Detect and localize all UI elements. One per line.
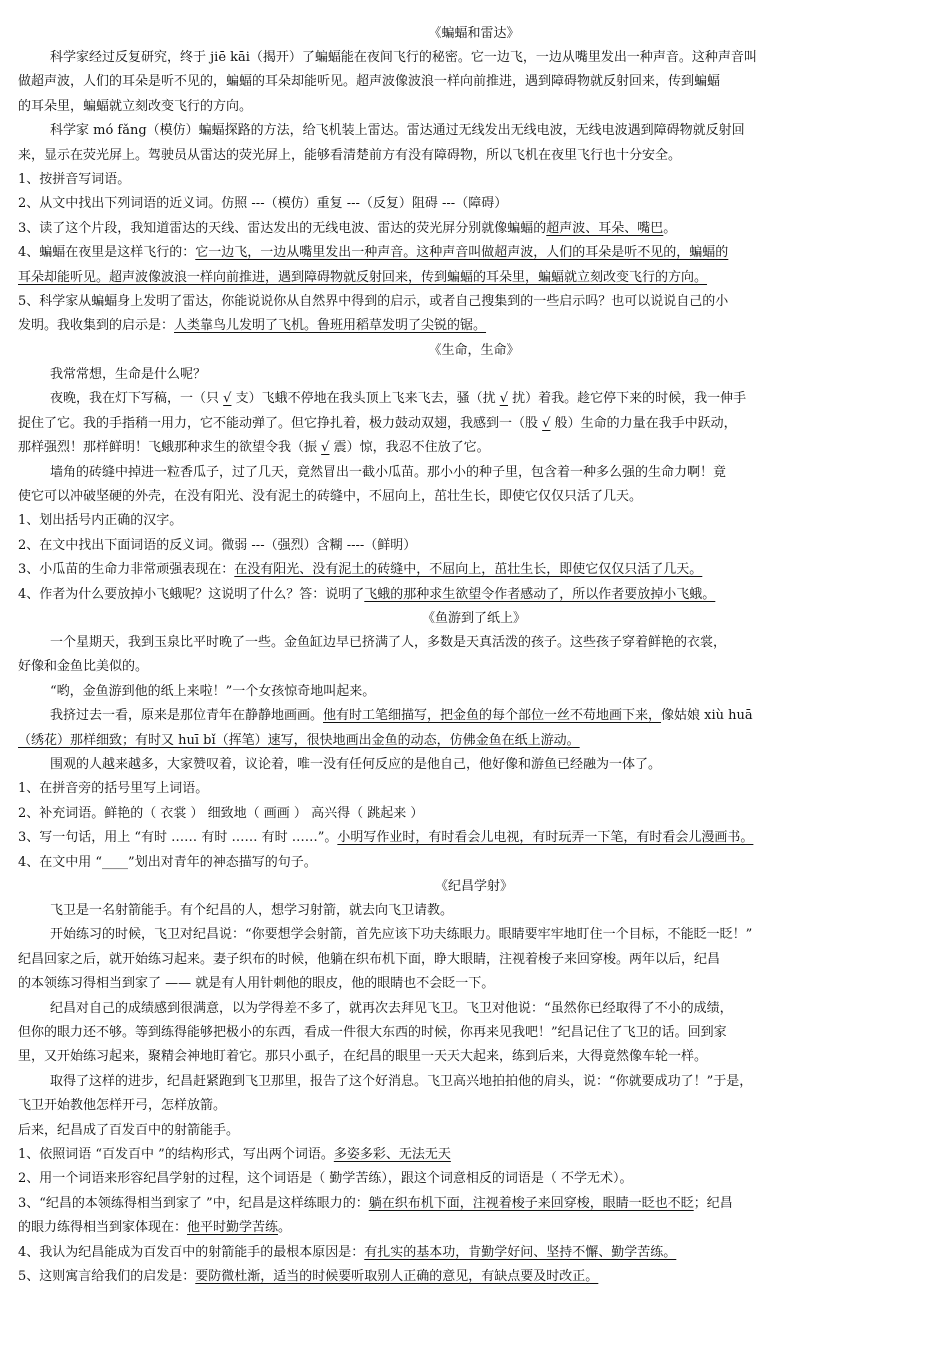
- line-text: 4、作者为什么要放掉小飞蛾呢？这说明了什么？答：说明了: [18, 586, 365, 602]
- text-line: [18, 119, 930, 143]
- text-line: [18, 948, 930, 972]
- line-text: 使它可以冲破坚硬的外壳，在没有阳光、没有泥土的砖缝中，不屈向上，茁壮生长，即使它仅仅只活了几天。: [18, 488, 643, 504]
- answer-text: 他有时工笔细描写，把金鱼的每个部位一丝不苟地画下来，: [323, 708, 662, 724]
- line-text: 我常常想，生命是什么呢？: [50, 366, 207, 382]
- text-line: [18, 1216, 930, 1240]
- text-line: [18, 997, 930, 1021]
- line-text: 做超声波，人们的耳朵是听不见的，蝙蝠的耳朵却能听见。超声波像波浪一样向前推进，遇到障碍物就反射回来，传到蝙蝠: [18, 74, 721, 90]
- text-line: [18, 485, 930, 509]
- text-line: [18, 972, 930, 996]
- text-line: [18, 412, 930, 436]
- line-text: 来，显示在荧光屏上。驾驶员从雷达的荧光屏上，能够看清楚前方有没有障碍物，所以飞机在夜里飞行也十分安全。: [18, 147, 682, 163]
- answer-text: 小明写作业时，有时看会儿电视，有时玩弄一下笔，有时看会儿漫画书。: [337, 830, 754, 846]
- answer-text: 人类靠鸟儿发明了飞机。鲁班用稻草发明了尖锐的锯。: [174, 318, 487, 334]
- line-text: 4、在文中用 “____”划出对青年的神态描写的句子。: [18, 854, 317, 870]
- line-text: 墙角的砖缝中掉进一粒香瓜子，过了几天，竟然冒出一截小瓜苗。那小小的种子里，包含着一种多么强的生命力啊！竟: [50, 464, 727, 480]
- line-text: ；纪昌: [693, 1195, 733, 1211]
- text-line: [18, 1241, 930, 1265]
- line-text: 好像和金鱼比美似的。: [18, 659, 149, 675]
- text-line: [18, 70, 930, 94]
- line-text: 后来，纪昌成了百发百中的射箭能手。: [18, 1122, 240, 1138]
- text-line: [18, 387, 930, 411]
- line-text: 1、按拼音写词语。: [18, 172, 131, 188]
- line-text: 3、读了这个片段，我知道雷达的天线、雷达发出的无线电波、雷达的荧光屏分别就像蝙蝠的: [18, 220, 547, 236]
- answer-text: 他平时勤学苦练: [187, 1220, 279, 1236]
- answer-text: 超声波、耳朵、嘴巴: [546, 220, 664, 236]
- line-text: 震）惊，我忍不住放了它。: [329, 440, 490, 456]
- line-text: 里，又开始练习起来，聚精会神地盯着它。那只小虱子，在纪昌的眼里一天天大起来，练到后来，大得竟然像车轮一样。: [18, 1049, 708, 1065]
- line-text: 般）生命的力量在我手中跃动，: [550, 415, 737, 431]
- text-line: [18, 168, 930, 192]
- text-line: [18, 899, 930, 923]
- answer-text: √: [499, 391, 508, 407]
- line-text: 的耳朵里，蝙蝠就立刻改变飞行的方向。: [18, 98, 253, 114]
- text-line: [18, 144, 930, 168]
- text-line: [18, 1119, 930, 1143]
- text-line: [18, 826, 930, 850]
- text-line: [18, 314, 930, 338]
- text-line: [18, 802, 930, 826]
- line-text: 科学家经过反复研究，终于 jiē kāi（揭开）了蝙蝠能在夜间飞行的秘密。它一边飞，一边从嘴里发出一种声音。这种声音叫: [50, 50, 757, 65]
- text-line: [18, 753, 930, 777]
- line-text: 但你的眼力还不够。等到练得能够把极小的东西，看成一件很大东西的时候，你再来见我吧！”纪昌记住了飞卫的话。回到家: [18, 1025, 727, 1041]
- line-text: 开始练习的时候，飞卫对纪昌说：“你要想学会射箭，首先应该下功夫练眼力。眼睛要牢牢地盯住一个目标，不能眨一眨！”: [50, 927, 753, 943]
- text-line: [18, 1070, 930, 1094]
- section-title: 《鱼游到了纸上》: [421, 610, 526, 626]
- line-text: 支）飞蛾不停地在我头顶上飞来飞去，骚（扰: [231, 391, 500, 407]
- line-text: 2、补充词语。鲜艳的（ 衣裳 ） 细致地（ 画画 ） 高兴得（ 跳起来 ）: [18, 805, 424, 821]
- text-line: [18, 534, 930, 558]
- text-line: [18, 217, 930, 241]
- answer-text: 飞蛾的那种求生欲望令作者感动了，所以作者要放掉小飞蛾。: [364, 586, 716, 602]
- line-text: 夜晚，我在灯下写稿，一（只: [50, 391, 224, 407]
- text-line: [18, 923, 930, 947]
- text-line: [18, 1045, 930, 1069]
- text-line: [18, 1167, 930, 1191]
- line-text: 2、用一个词语来形容纪昌学射的过程，这个词语是（ 勤学苦练），跟这个词意相反的词语是（ 不学无术）。: [18, 1171, 633, 1187]
- line-text: 4、蝙蝠在夜里是这样飞行的：: [18, 245, 196, 261]
- line-text: 像姑娘 xiù huā: [661, 708, 753, 724]
- line-text: 1、划出括号内正确的汉字。: [18, 513, 183, 529]
- line-text: 那样强烈！那样鲜明！飞蛾那种求生的欲望令我（振: [18, 440, 322, 456]
- text-line: [18, 290, 930, 314]
- line-text: 。: [278, 1220, 292, 1236]
- text-line: [18, 1265, 930, 1289]
- line-text: 1、在拼音旁的括号里写上词语。: [18, 781, 209, 797]
- text-line: [18, 1094, 930, 1118]
- text-line: [18, 1192, 930, 1216]
- section-title: 《蝙蝠和雷达》: [428, 26, 520, 41]
- answer-text: 有扎实的基本功，肯勤学好问、坚持不懈、勤学苦练。: [364, 1244, 677, 1260]
- text-line: [18, 436, 930, 460]
- section-title: 《生命，生命》: [428, 342, 520, 358]
- section-title: 《纪昌学射》: [434, 879, 513, 894]
- text-line: [18, 631, 930, 655]
- text-line: [18, 558, 930, 582]
- answer-text: 躺在织布机下面，注视着梭子来回穿梭，眼睛一眨也不眨: [368, 1195, 694, 1211]
- line-text: 扰）着我。趁它停下来的时候，我一伸手: [508, 391, 747, 407]
- text-line: [18, 1021, 930, 1045]
- line-text: 纪昌对自己的成绩感到很满意，以为学得差不多了，就再次去拜见飞卫。飞卫对他说：“虽然你已经取得了不小的成绩，: [50, 1000, 733, 1016]
- line-text: 2、从文中找出下列词语的近义词。仿照 ---（模仿）重复 ---（反复）阻碍 ---（障碍）: [18, 196, 508, 212]
- line-text: 2、在文中找出下面词语的反义词。微弱 ---（强烈）含糊 ----（鲜明）: [18, 537, 417, 553]
- text-line: [18, 655, 930, 679]
- line-text: 5、科学家从蝙蝠身上发明了雷达，你能说说你从自然界中得到的启示，或者自己搜集到的一些启示吗？也可以说说自己的小: [18, 294, 729, 310]
- line-text: 3、小瓜苗的生命力非常顽强表现在：: [18, 562, 235, 578]
- answer-text: √: [223, 391, 232, 407]
- line-text: 的本领练习得相当到家了 —— 就是有人用针刺他的眼皮，他的眼睛也不会眨一下。: [18, 976, 495, 992]
- answer-text: √: [321, 440, 330, 456]
- line-text: 3、写一句话，用上 “有时 …… 有时 …… 有时 ……”。: [18, 830, 338, 846]
- answer-text: 在没有阳光、没有泥土的砖缝中，不屈向上，茁壮生长，即使它仅仅只活了几天。: [234, 562, 703, 578]
- line-text: 4、我认为纪昌能成为百发百中的射箭能手的最根本原因是：: [18, 1244, 365, 1260]
- line-text: 飞卫开始教他怎样开弓，怎样放箭。: [18, 1098, 227, 1114]
- line-text: 围观的人越来越多，大家赞叹着，议论着，唯一没有任何反应的是他自己，他好像和游鱼已经融为一体了。: [50, 756, 662, 772]
- text-line: [18, 46, 930, 70]
- line-text: 。: [663, 220, 677, 236]
- line-text: 一个星期天，我到玉泉比平时晚了一些。金鱼缸边早已挤满了人，多数是天真活泼的孩子。这些孩子穿着鲜艳的衣裳，: [50, 634, 727, 650]
- text-line: [18, 777, 930, 801]
- answer-text: 耳朵却能听见。超声波像波浪一样向前推进，遇到障碍物就反射回来，传到蝙蝠的耳朵里，蝙蝠就立刻改变飞行的方向。: [18, 269, 708, 285]
- line-text: 1、依照词语 “百发百中 ”的结构形式，写出两个词语。: [18, 1147, 334, 1163]
- text-line: [18, 583, 930, 607]
- answer-text: 它一边飞，一边从嘴里发出一种声音。这种声音叫做超声波，人们的耳朵是听不见的，蝙蝠的: [195, 245, 729, 261]
- text-line: [18, 363, 930, 387]
- line-text: 发明。我收集到的启示是：: [18, 318, 175, 334]
- text-line: [18, 851, 930, 875]
- line-text: 飞卫是一名射箭能手。有个纪昌的人，想学习射箭，就去向飞卫请教。: [50, 903, 454, 918]
- line-text: 我挤过去一看，原来是那位青年在静静地画画。: [50, 708, 324, 724]
- line-text: 捉住了它。我的手指稍一用力，它不能动弹了。但它挣扎着，极力鼓动双翅，我感到一（股: [18, 415, 543, 431]
- text-line: [18, 192, 930, 216]
- answer-text: （绣花）那样细致；有时又 huī bǐ（挥笔）速写，很快地画出金鱼的动态，仿佛金鱼在纸上游动。: [18, 732, 580, 748]
- line-text: 5、这则寓言给我们的启发是：: [18, 1269, 196, 1285]
- line-text: 纪昌回家之后，就开始练习起来。妻子织布的时候，他躺在织布机下面，睁大眼睛，注视着梭子来回穿梭。两年以后，纪昌: [18, 951, 721, 967]
- text-line: [18, 461, 930, 485]
- text-line: [18, 95, 930, 119]
- line-text: 的眼力练得相当到家体现在：: [18, 1220, 188, 1236]
- text-line: [18, 241, 930, 265]
- answer-text: √: [542, 415, 551, 431]
- text-line: [18, 680, 930, 704]
- line-text: 取得了这样的进步，纪昌赶紧跑到飞卫那里，报告了这个好消息。飞卫高兴地拍拍他的肩头，说：“你就要成功了！”于是，: [50, 1073, 753, 1089]
- text-line: [18, 266, 930, 290]
- text-line: [18, 1143, 930, 1167]
- line-text: 科学家 mó fǎng（模仿）蝙蝠探路的方法，给飞机装上雷达。雷达通过无线发出无线电波，无线电波遇到障碍物就反射回: [50, 123, 745, 139]
- line-text: “哟，金鱼游到他的纸上来啦！”一个女孩惊奇地叫起来。: [50, 683, 376, 699]
- text-line: [18, 704, 930, 728]
- text-line: [18, 509, 930, 533]
- text-line: [18, 729, 930, 753]
- answer-text: 多姿多彩、无法无天: [333, 1147, 451, 1163]
- line-text: 3、“纪昌的本领练得相当到家了 ”中，纪昌是这样练眼力的：: [18, 1195, 369, 1211]
- answer-text: 要防微杜渐，适当的时候要听取别人正确的意见，有缺点要及时改正。: [195, 1269, 599, 1285]
